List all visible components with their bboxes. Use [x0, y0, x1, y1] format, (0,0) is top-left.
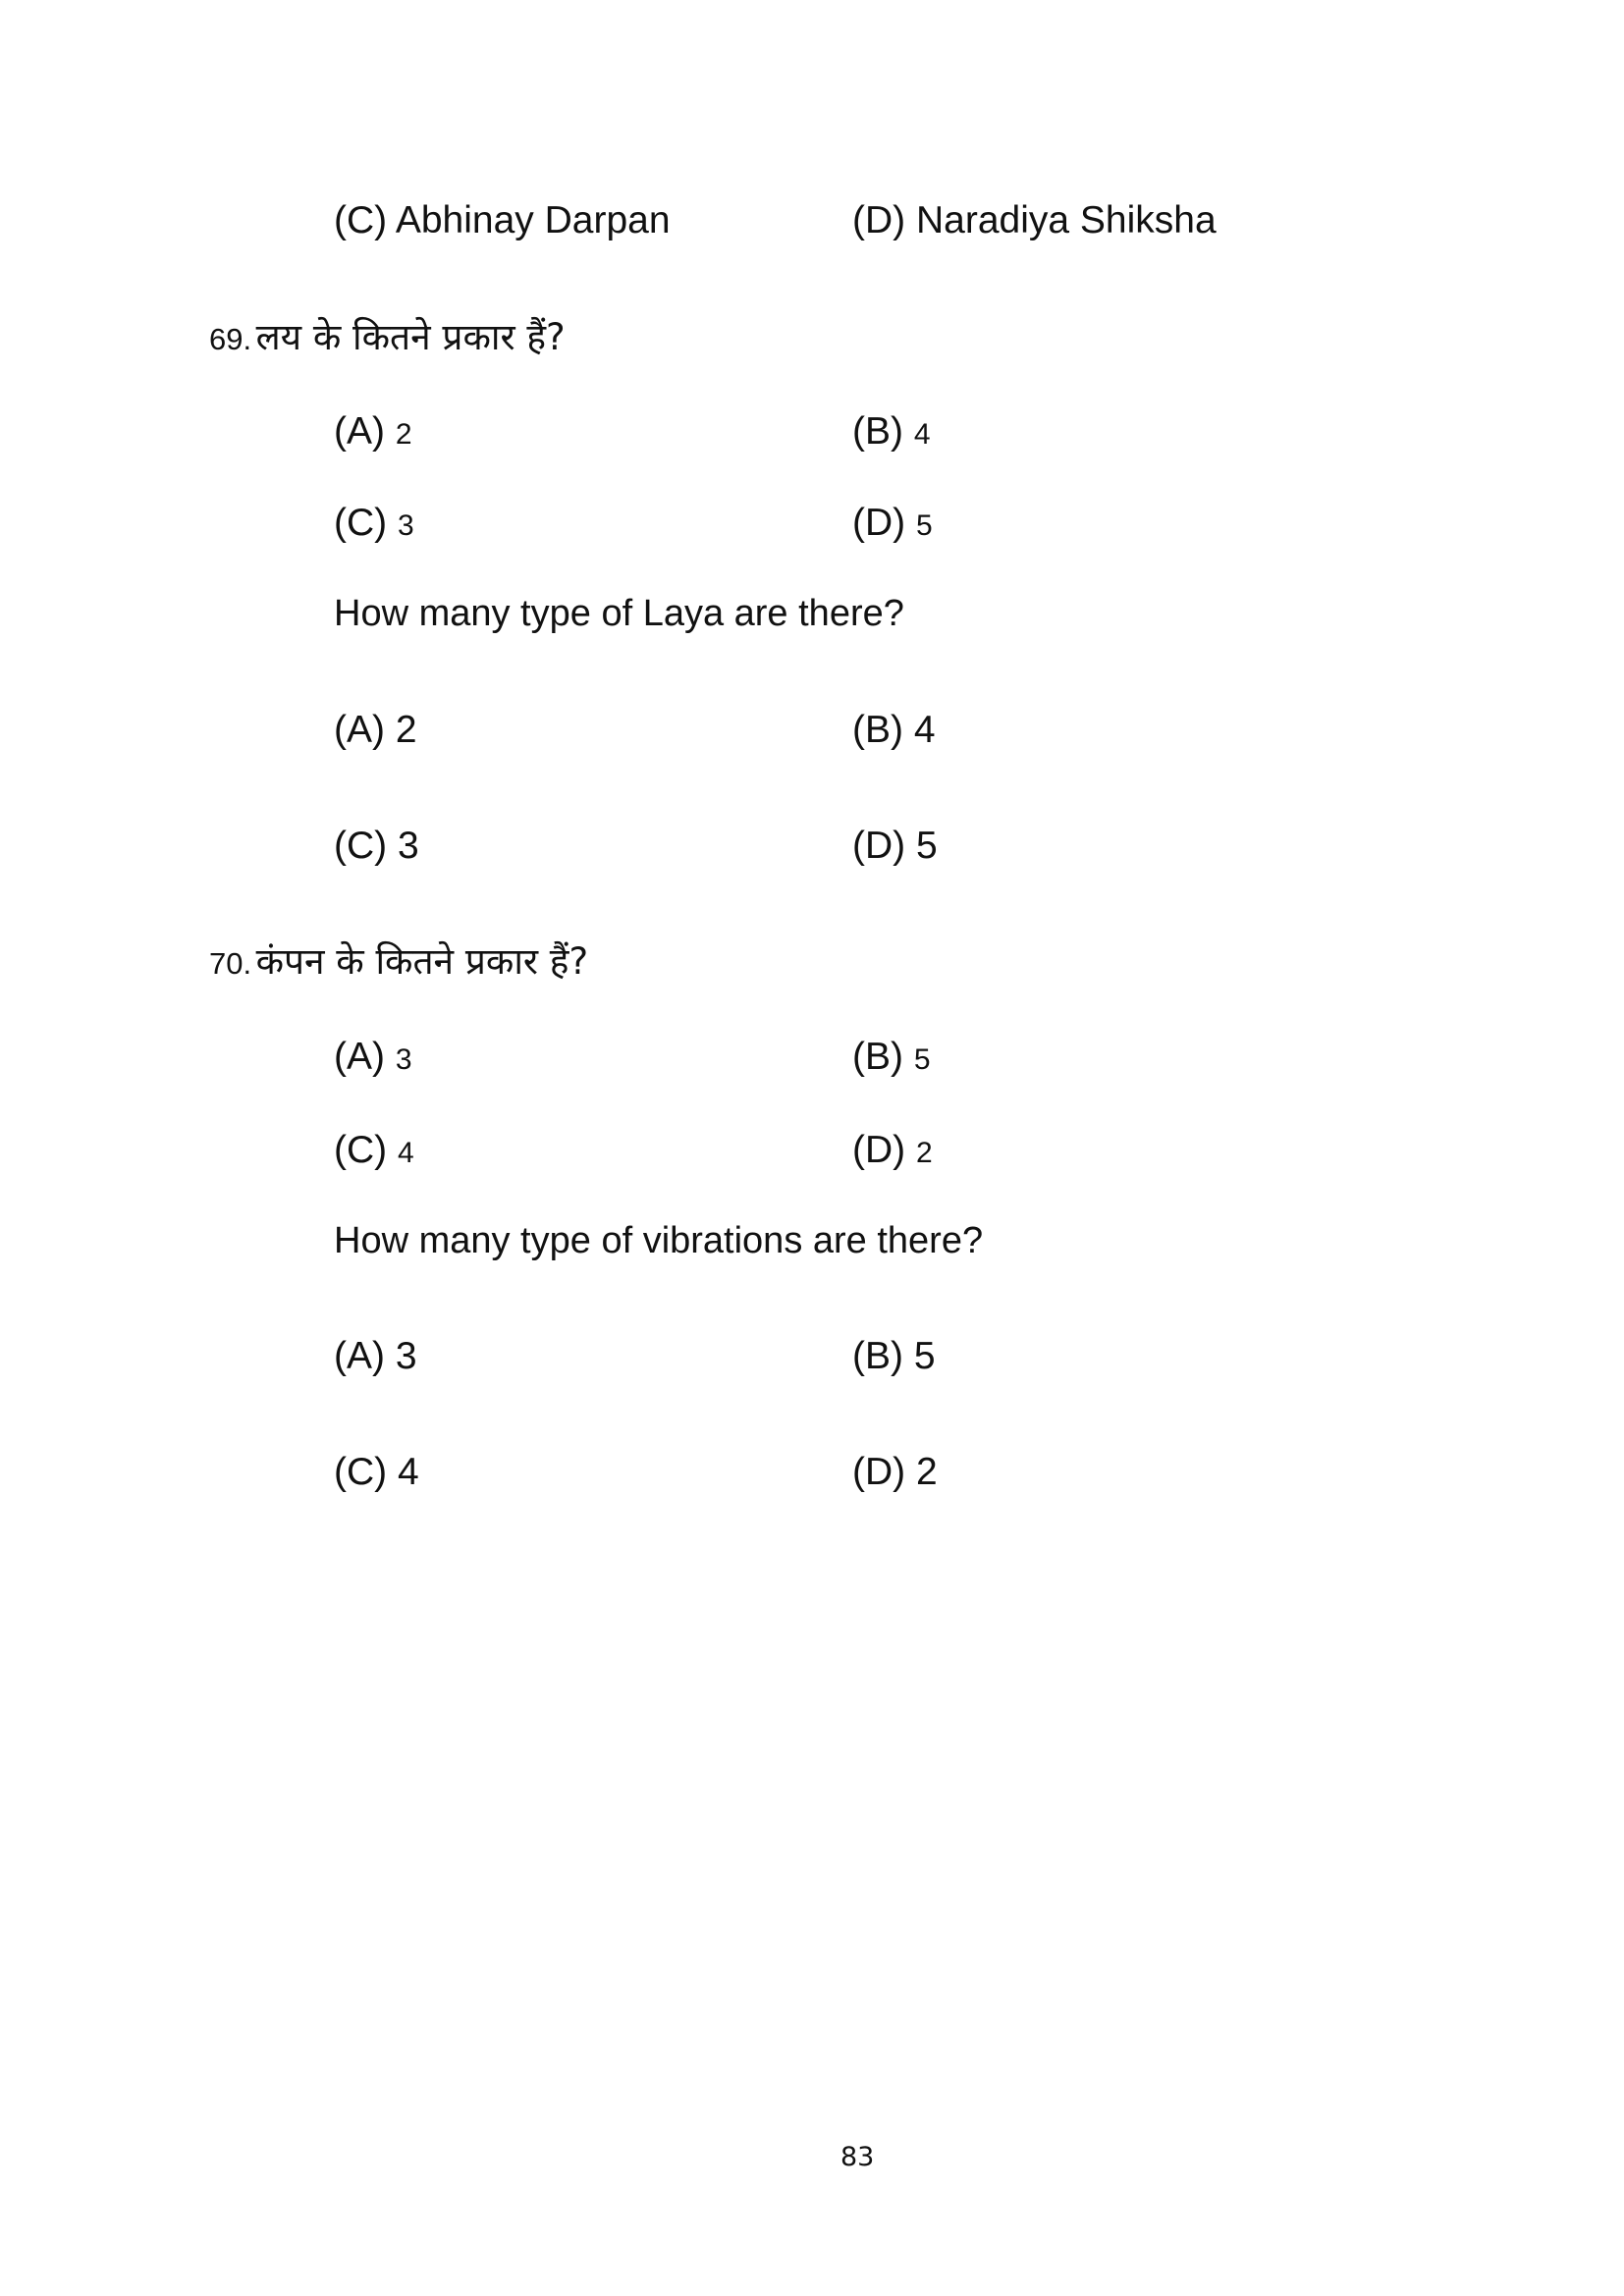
option-c-prev — [334, 201, 671, 240]
q70-hindi-option-b — [852, 1038, 931, 1076]
option-text: 5 — [915, 825, 938, 867]
question-69-hindi — [209, 316, 566, 358]
option-label: (D) — [852, 825, 906, 867]
q69-english-option-d — [852, 827, 938, 865]
option-label: (D) — [852, 199, 906, 241]
option-label: (A) — [334, 709, 385, 751]
q70-english-option-b — [852, 1337, 936, 1375]
option-label: (D) — [852, 1451, 906, 1493]
option-label: (D) — [852, 502, 906, 544]
q69-english-option-a — [334, 711, 417, 749]
option-label: (B) — [852, 1335, 903, 1377]
option-text: 5 — [913, 1043, 931, 1076]
question-text-hindi: लय के कितने प्रकार हैं? — [255, 316, 566, 358]
option-text: 4 — [397, 1137, 414, 1169]
option-text: 2 — [395, 709, 417, 751]
option-label: (B) — [852, 410, 903, 453]
q69-hindi-option-b — [852, 412, 931, 451]
q70-hindi-option-a — [334, 1038, 412, 1076]
option-label: (C) — [334, 825, 388, 867]
option-text: 2 — [915, 1451, 938, 1493]
question-70-hindi — [209, 940, 589, 983]
option-label: (A) — [334, 1036, 385, 1078]
q69-hindi-option-c — [334, 504, 414, 542]
option-label: (C) — [334, 199, 388, 241]
option-label: (C) — [334, 502, 388, 544]
question-number: 70. — [209, 946, 252, 981]
question-number: 69. — [209, 322, 252, 356]
question-text-hindi: कंपन के कितने प्रकार हैं? — [255, 940, 589, 983]
option-text: Naradiya Shiksha — [915, 199, 1217, 241]
option-text: 2 — [915, 1137, 933, 1169]
q69-hindi-option-d — [852, 504, 933, 542]
option-label: (B) — [852, 1036, 903, 1078]
q70-hindi-option-c — [334, 1131, 414, 1169]
question-70-english: How many type of vibrations are there? — [334, 1220, 984, 1261]
option-text: 4 — [397, 1451, 419, 1493]
q69-english-option-c — [334, 827, 419, 865]
option-text: 3 — [395, 1043, 412, 1076]
option-text: 4 — [913, 709, 936, 751]
option-text: 3 — [395, 1335, 417, 1377]
option-text: 5 — [915, 509, 933, 542]
option-text: 3 — [397, 509, 414, 542]
q70-english-option-c — [334, 1453, 419, 1491]
option-text: 4 — [913, 418, 931, 451]
option-label: (C) — [334, 1129, 388, 1171]
option-text: 3 — [397, 825, 419, 867]
q69-english-option-b — [852, 711, 936, 749]
q70-english-option-d — [852, 1453, 938, 1491]
q70-hindi-option-d — [852, 1131, 933, 1169]
option-label: (A) — [334, 1335, 385, 1377]
option-text: 2 — [395, 418, 412, 451]
option-label: (C) — [334, 1451, 388, 1493]
q69-hindi-option-a — [334, 412, 412, 451]
option-text: Abhinay Darpan — [395, 199, 671, 241]
option-label: (A) — [334, 410, 385, 453]
option-label: (B) — [852, 709, 903, 751]
option-d-prev — [852, 201, 1217, 240]
page-number: 83 — [840, 2142, 875, 2172]
option-text: 5 — [913, 1335, 936, 1377]
q70-english-option-a — [334, 1337, 417, 1375]
question-69-english: How many type of Laya are there? — [334, 593, 904, 634]
option-label: (D) — [852, 1129, 906, 1171]
